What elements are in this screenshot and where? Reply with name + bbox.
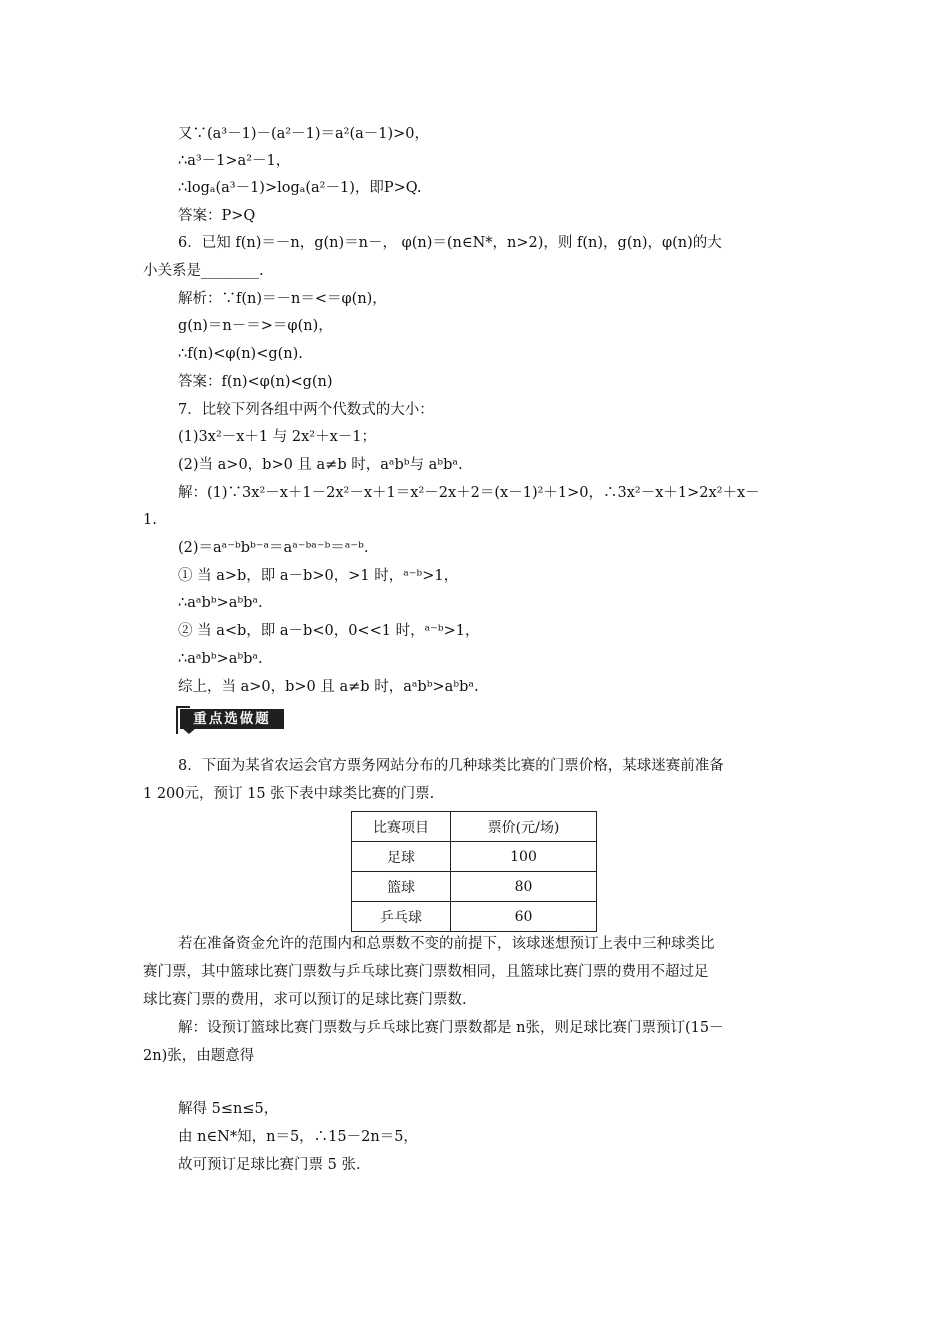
- section-badge-label: 重点选做题: [180, 709, 284, 729]
- table-row: [352, 902, 597, 932]
- text-line: 又∵(a³－1)－(a²－1)＝a²(a－1)>0，: [178, 126, 430, 142]
- problem-8-line: 8．下面为某省农运会官方票务网站分布的几种球类比赛的门票价格，某球迷赛前准备: [178, 758, 724, 774]
- text-line: ∴aᵃbᵇ>aᵇbᵃ.: [178, 595, 263, 611]
- text-line: g(n)＝n－＝>＝φ(n)，: [178, 318, 333, 334]
- table-cell: 60: [451, 902, 597, 932]
- badge-arrow-icon: [182, 728, 196, 734]
- table-cell: 足球: [352, 842, 451, 872]
- table-row: [352, 842, 597, 872]
- text-line: (2)当 a>0，b>0 且 a≠b 时，aᵃbᵇ与 aᵇbᵃ.: [178, 457, 463, 473]
- text-line: 1.: [143, 512, 157, 528]
- text-line: (2)＝aᵃ⁻ᵇbᵇ⁻ᵃ＝aᵃ⁻ᵇᵃ⁻ᵇ＝ᵃ⁻ᵇ.: [178, 540, 369, 556]
- question-line: 球比赛门票的费用，求可以预订的足球比赛门票数.: [143, 992, 467, 1008]
- problem-8-line: 1 200元，预订 15 张下表中球类比赛的门票.: [143, 786, 435, 802]
- table-header-row: [352, 812, 597, 842]
- question-line: 若在准备资金允许的范围内和总票数不变的前提下，该球迷想预订上表中三种球类比: [178, 936, 715, 952]
- text-line: 6．已知 f(n)＝－n，g(n)＝n－， φ(n)＝(n∈N*，n>2)，则 f(n)，g(n)，φ(n)的大: [178, 235, 722, 251]
- solution-line: 2n)张，由题意得: [143, 1048, 255, 1064]
- text-line: 小关系是________.: [143, 263, 264, 279]
- text-line: 综上，当 a>0，b>0 且 a≠b 时，aᵃbᵇ>aᵇbᵃ.: [178, 679, 479, 695]
- solution-line: 由 n∈N*知，n＝5，∴15－2n＝5，: [178, 1129, 418, 1145]
- text-line: 解：(1)∵3x²－x＋1－2x²－x＋1＝x²－2x＋2＝(x－1)²＋1>0，∴3x²－x＋1>2x²＋x－: [178, 485, 760, 501]
- solution-line: 解：设预订篮球比赛门票数与乒乓球比赛门票数都是 n张，则足球比赛门票预订(15－: [178, 1020, 724, 1036]
- text-line: 答案：f(n)<φ(n)<g(n): [178, 374, 333, 390]
- text-line: ② 当 a<b，即 a－b<0，0<<1 时，ᵃ⁻ᵇ>1，: [178, 623, 480, 639]
- table-header-cell: 比赛项目: [352, 812, 451, 842]
- section-badge: [176, 706, 286, 732]
- text-line: ∴aᵃbᵇ>aᵇbᵃ.: [178, 651, 263, 667]
- text-line: ∴a³－1>a²－1，: [178, 153, 291, 169]
- table-header-cell: 票价(元/场): [451, 812, 597, 842]
- solution-line: 故可预订足球比赛门票 5 张.: [178, 1157, 361, 1173]
- text-line: ∴logₐ(a³－1)>logₐ(a²－1)，即P>Q.: [178, 180, 422, 196]
- table-cell: 80: [451, 872, 597, 902]
- text-line: 7．比较下列各组中两个代数式的大小：: [178, 402, 434, 418]
- text-line: (1)3x²－x＋1 与 2x²＋x－1；: [178, 429, 376, 445]
- solution-line: 解得 5≤n≤5，: [178, 1101, 279, 1117]
- table-cell: 乒乓球: [352, 902, 451, 932]
- text-line: 答案：P>Q: [178, 208, 256, 224]
- table-row: [352, 872, 597, 902]
- text-line: 解析：∵f(n)＝－n＝<＝φ(n)，: [178, 291, 387, 307]
- ticket-price-table: [351, 811, 597, 932]
- table-cell: 100: [451, 842, 597, 872]
- table-cell: 篮球: [352, 872, 451, 902]
- question-line: 赛门票，其中篮球比赛门票数与乒乓球比赛门票数相同，且篮球比赛门票的费用不超过足: [143, 964, 709, 980]
- text-line: ∴f(n)<φ(n)<g(n).: [178, 346, 303, 362]
- text-line: ① 当 a>b，即 a－b>0，>1 时，ᵃ⁻ᵇ>1，: [178, 568, 459, 584]
